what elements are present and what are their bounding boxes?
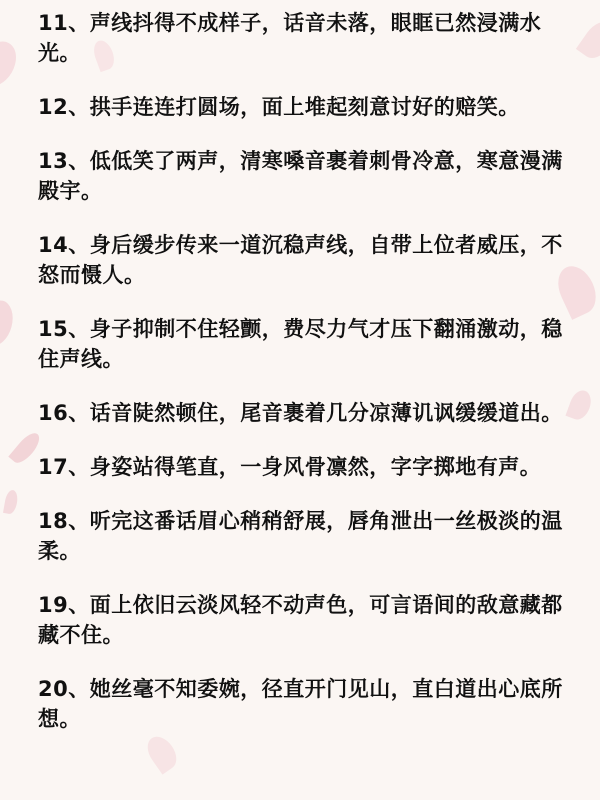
item-number: 20、	[38, 677, 90, 701]
item-text: 听完这番话眉心稍稍舒展，唇角泄出一丝极淡的温柔。	[38, 509, 563, 563]
list-item	[38, 8, 574, 68]
item-number: 16、	[38, 401, 90, 425]
item-number: 13、	[38, 149, 90, 173]
item-number: 18、	[38, 509, 90, 533]
list-item	[38, 314, 574, 374]
item-number: 17、	[38, 455, 90, 479]
list-item	[38, 230, 574, 290]
item-number: 19、	[38, 593, 90, 617]
list-item	[38, 146, 574, 206]
item-number: 15、	[38, 317, 90, 341]
list-item	[38, 92, 574, 122]
item-text: 身后缓步传来一道沉稳声线，自带上位者威压，不怒而慑人。	[38, 233, 563, 287]
item-text: 声线抖得不成样子，话音未落，眼眶已然浸满水光。	[38, 11, 542, 65]
item-number: 12、	[38, 95, 90, 119]
item-number: 11、	[38, 11, 90, 35]
item-text: 拱手连连打圆场，面上堆起刻意讨好的赔笑。	[89, 95, 520, 119]
list-item	[38, 674, 574, 734]
list-item	[38, 590, 574, 650]
item-text: 面上依旧云淡风轻不动声色，可言语间的敌意藏都藏不住。	[38, 593, 563, 647]
item-text: 身子抑制不住轻颤，费尽力气才压下翻涌激动，稳住声线。	[38, 317, 563, 371]
petal-decoration	[142, 731, 182, 774]
item-text: 身姿站得笔直，一身风骨凛然，字字掷地有声。	[89, 455, 542, 479]
item-text: 她丝毫不知委婉，径直开门见山，直白道出心底所想。	[38, 677, 563, 731]
list-item	[38, 398, 574, 428]
item-text: 低低笑了两声，清寒嗓音裹着刺骨冷意，寒意漫满殿宇。	[38, 149, 563, 203]
item-text: 话音陡然顿住，尾音裹着几分凉薄讥讽缓缓道出。	[89, 401, 563, 425]
list-item	[38, 452, 574, 482]
item-number: 14、	[38, 233, 90, 257]
list-item	[38, 506, 574, 566]
